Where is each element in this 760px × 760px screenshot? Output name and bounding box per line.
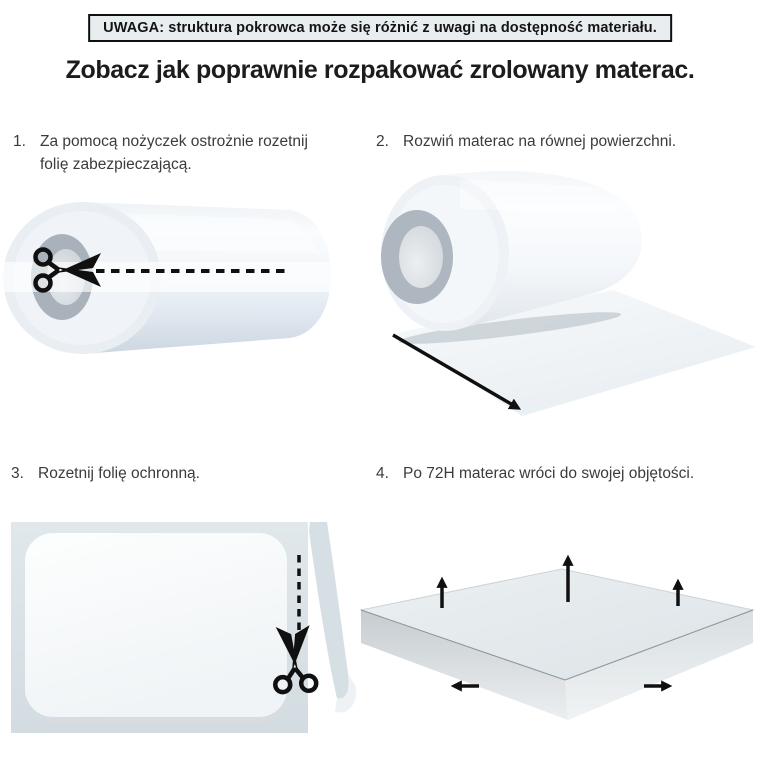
step-4-label [376, 463, 756, 486]
step-1-label [13, 131, 343, 177]
step-3-number: 3. [11, 465, 24, 482]
notice-banner [88, 14, 672, 42]
notice-banner-text: UWAGA: struktura pokrowca może się różnić z uwagi na dostępność materiału. [103, 20, 657, 36]
step-4-number: 4. [376, 465, 389, 482]
illustration-foil-cut [5, 515, 360, 750]
foil-cut-strip [309, 522, 349, 699]
step-3-label [11, 463, 351, 486]
illustration-rolled-mattress-cut [0, 180, 340, 410]
step-1-text: Za pomocą nożyczek ostrożnie rozetnij folię zabezpieczającą. [40, 133, 308, 173]
step-2-label [376, 131, 752, 154]
page-title: Zobacz jak poprawnie rozpakować zrolowany materac. [65, 56, 695, 84]
step-4-text: Po 72H materac wróci do swojej objętości. [403, 465, 695, 482]
step-2-text: Rozwiń materac na równej powierzchni. [403, 133, 677, 150]
illustration-expanding-mattress [355, 540, 760, 740]
step-1-number: 1. [13, 133, 26, 150]
illustration-unrolling-mattress [360, 165, 760, 423]
step-2-number: 2. [376, 133, 389, 150]
flat-mattress [25, 533, 287, 717]
step-3-text: Rozetnij folię ochronną. [38, 465, 200, 482]
mattress-slab [361, 569, 753, 720]
